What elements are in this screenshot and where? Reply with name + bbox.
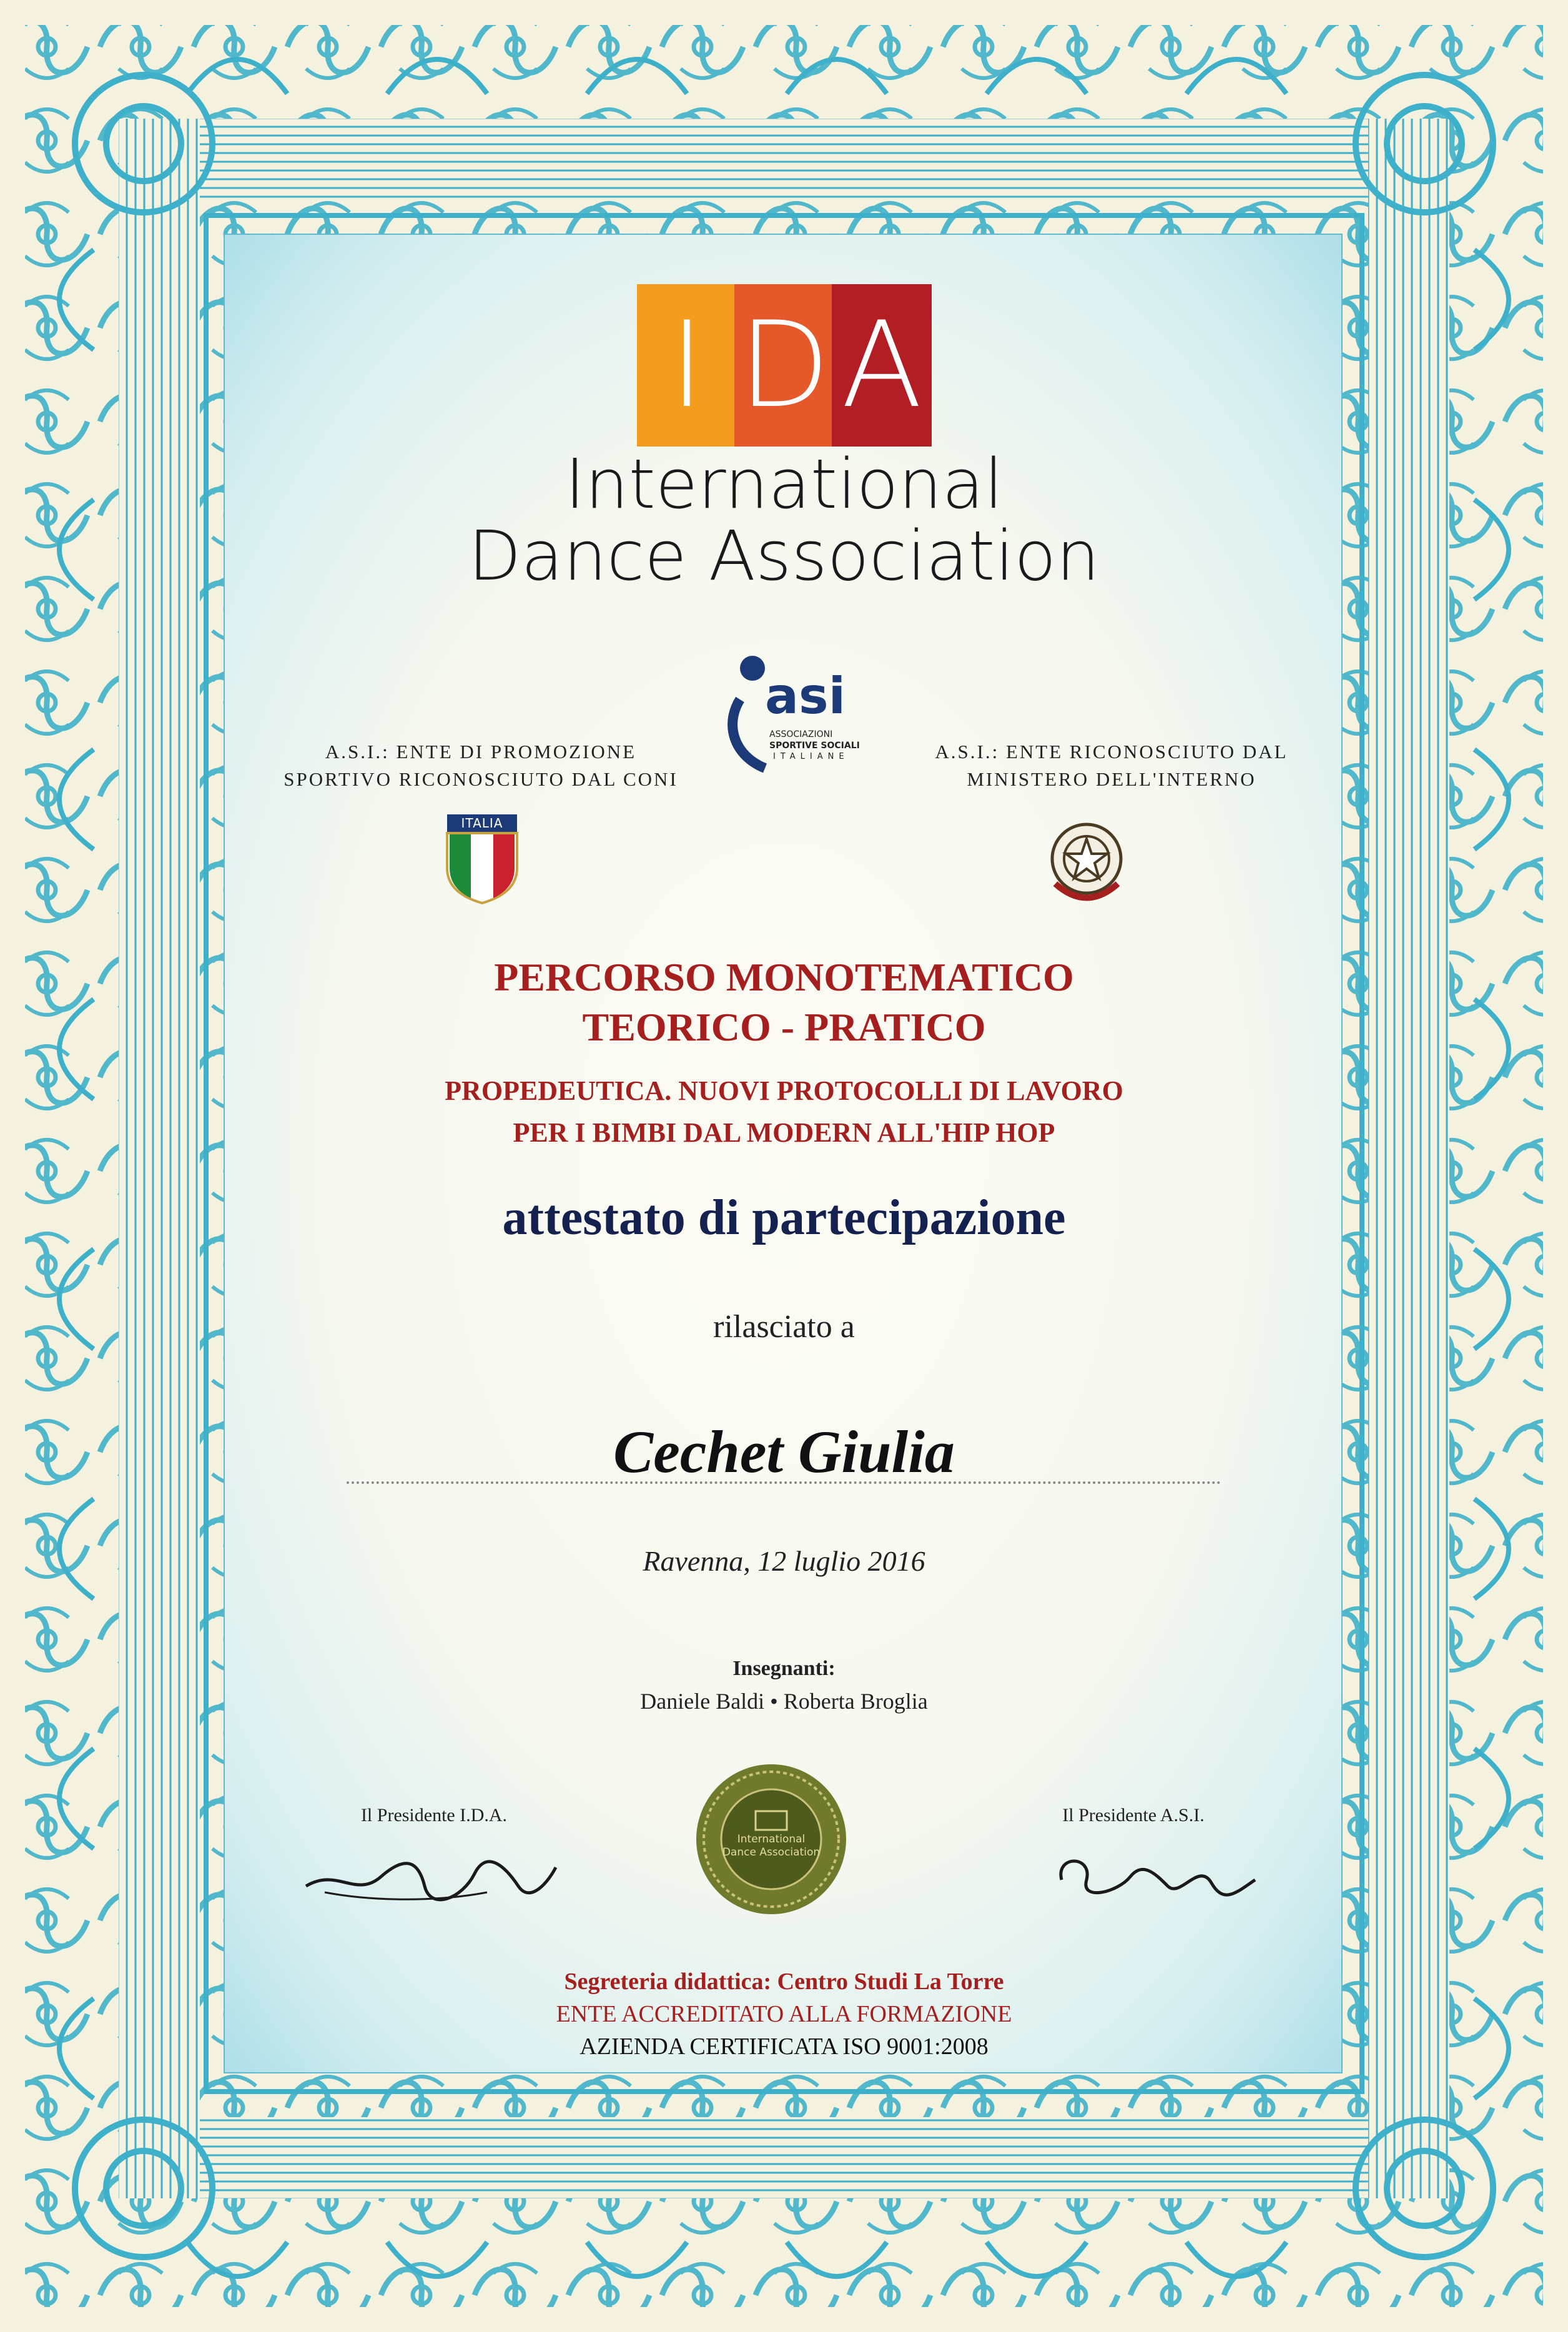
course-title-line-1: PERCORSO MONOTEMATICO xyxy=(494,955,1074,999)
course-title-line-2: TEORICO - PRATICO xyxy=(582,1005,986,1049)
footer-line-2: ENTE ACCREDITATO ALLA FORMAZIONE xyxy=(556,2001,1012,2027)
seal-text-line-1: International xyxy=(737,1833,806,1845)
footer-line-1: Segreteria didattica: Centro Studi La Torre xyxy=(564,1969,1004,1995)
teachers-label: Insegnanti: xyxy=(732,1657,836,1680)
place-date: Ravenna, 12 luglio 2016 xyxy=(643,1545,925,1577)
right-signature-title: Il Presidente A.S.I. xyxy=(1062,1805,1205,1826)
recipient-name: Cechet Giulia xyxy=(613,1418,955,1485)
left-recognition-text xyxy=(237,738,724,793)
teachers-names: Daniele Baldi • Roberta Broglia xyxy=(640,1689,928,1714)
right-recognition-line-1: A.S.I.: ENTE RICONOSCIUTO DAL xyxy=(935,741,1288,763)
right-signature-icon xyxy=(1049,1842,1261,1911)
italia-label: ITALIA xyxy=(461,816,503,831)
left-recognition-line-2: SPORTIVO RICONOSCIUTO DAL CONI xyxy=(284,768,678,790)
certificate-title: attestato di partecipazione xyxy=(502,1190,1066,1245)
asi-tagline-2: SPORTIVE SOCIALI xyxy=(769,741,860,751)
logo-letter-d: D xyxy=(734,284,834,447)
left-signature-title: Il Presidente I.D.A. xyxy=(360,1805,508,1826)
asi-logo-text: asi xyxy=(765,667,846,725)
right-recognition-text xyxy=(868,738,1355,793)
seal-text-line-2: Dance Association xyxy=(722,1846,821,1859)
republic-emblem-icon xyxy=(1037,818,1137,912)
asi-tagline-1: ASSOCIAZIONI xyxy=(769,729,833,739)
logo-line-international: International xyxy=(565,444,1003,524)
left-signature-icon xyxy=(300,1842,562,1911)
course-subtitle-line-2: PER I BIMBI DAL MODERN ALL'HIP HOP xyxy=(513,1117,1055,1148)
footer-line-3: AZIENDA CERTIFICATA ISO 9001:2008 xyxy=(579,2033,989,2060)
logo-letter-i: I xyxy=(637,284,737,447)
left-recognition-line-1: A.S.I.: ENTE DI PROMOZIONE xyxy=(325,741,637,763)
logo-line-dance-association: Dance Association xyxy=(468,516,1100,596)
course-subtitle-line-1: PROPEDEUTICA. NUOVI PROTOCOLLI DI LAVORO xyxy=(445,1075,1123,1106)
right-recognition-line-2: MINISTERO DELL'INTERNO xyxy=(967,768,1256,790)
recipient-dotted-line xyxy=(347,1481,1221,1484)
logo-letter-a: A xyxy=(832,284,932,447)
issued-to-label: rilasciato a xyxy=(713,1309,855,1345)
asi-tagline-3: ITALIANE xyxy=(773,752,849,761)
